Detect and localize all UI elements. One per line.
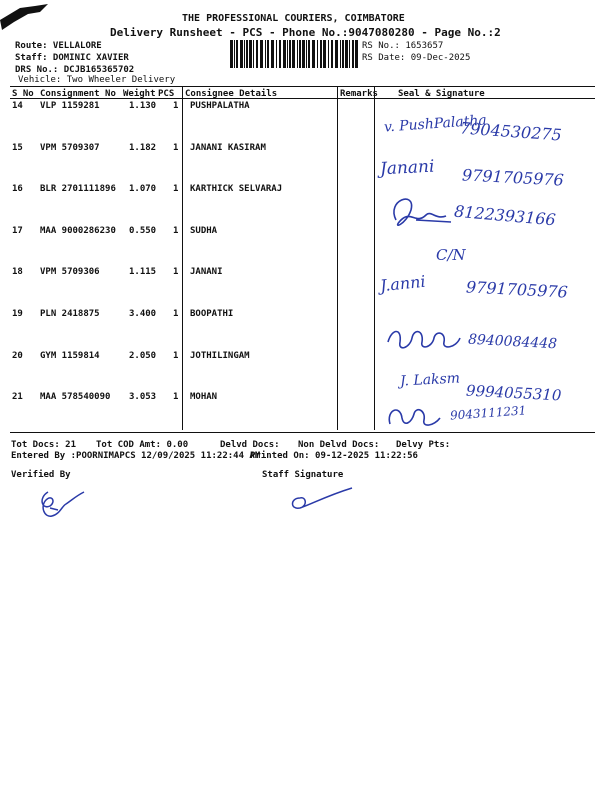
corner-mark	[0, 0, 60, 30]
col-pcs: PCS	[158, 89, 175, 99]
row-consignment-no: VPM 5709307	[40, 143, 100, 153]
row-pcs: 1	[173, 351, 179, 361]
row-consignment-no: VPM 5709306	[40, 267, 100, 277]
col-remarks: Remarks	[340, 89, 378, 99]
row-sno: 15	[12, 143, 23, 153]
row-consignment-no: BLR 2701111896	[40, 184, 116, 194]
handwritten-phone: 9043111231	[449, 403, 527, 423]
barcode	[230, 40, 360, 70]
row-consignee: PUSHPALATHA	[190, 101, 250, 111]
rs-date: RS Date: 09-Dec-2025	[362, 53, 471, 63]
row-consignee: JOTHILINGAM	[190, 351, 250, 361]
row-consignee: KARTHICK SELVARAJ	[190, 184, 283, 194]
row-consignee: MOHAN	[190, 392, 218, 402]
handwritten-phone: 9994055310	[465, 381, 562, 405]
row-pcs: 1	[173, 267, 179, 277]
col-sno: S No	[12, 89, 34, 99]
row-consignee: JANANI	[190, 267, 223, 277]
col-consignment: Consignment No	[40, 89, 116, 99]
handwritten-name: v. PushPalatha	[383, 112, 488, 136]
staff-signature-label: Staff Signature	[262, 470, 344, 480]
verified-by-label: Verified By	[11, 470, 71, 480]
tot-cod: Tot COD Amt: 0.00	[96, 440, 189, 450]
row-pcs: 1	[173, 392, 179, 402]
row-consignment-no: MAA 9000286230	[40, 226, 116, 236]
row-weight: 2.050	[129, 351, 157, 361]
vehicle: Vehicle: Two Wheeler Delivery	[18, 75, 176, 85]
handwritten-note: C/N	[436, 246, 466, 264]
row-weight: 1.115	[129, 267, 157, 277]
company-title: THE PROFESSIONAL COURIERS, COIMBATORE	[182, 13, 405, 24]
handwritten-phone: 9791705976	[461, 165, 565, 190]
non-delvd-docs: Non Delvd Docs:	[298, 440, 380, 450]
row-sno: 16	[12, 184, 23, 194]
staff: Staff: DOMINIC XAVIER	[15, 53, 129, 63]
drs-no: DRS No.: DCJB165365702	[15, 65, 135, 75]
row-pcs: 1	[173, 184, 179, 194]
tot-docs: Tot Docs: 21	[11, 440, 77, 450]
entered-by: Entered By :POORNIMAPCS 12/09/2025 11:22:44 AM	[11, 451, 261, 461]
delvd-docs: Delvd Docs:	[220, 440, 280, 450]
row-weight: 3.400	[129, 309, 157, 319]
handwritten-phone: 9791705976	[465, 277, 569, 302]
row-sno: 18	[12, 267, 23, 277]
row-weight: 1.182	[129, 143, 157, 153]
col-seal-signature: Seal & Signature	[398, 89, 485, 99]
signature-scribble	[384, 398, 444, 434]
row-consignment-no: GYM 1159814	[40, 351, 100, 361]
col-weight: Weight	[123, 89, 156, 99]
row-sno: 21	[12, 392, 23, 402]
printed-on: Printed On: 09-12-2025 11:22:56	[250, 451, 418, 461]
row-weight: 1.070	[129, 184, 157, 194]
handwritten-name: Janani	[379, 156, 435, 180]
signature-scribble	[386, 190, 456, 240]
handwritten-phone: 8940084448	[467, 331, 558, 353]
row-consignee: JANANI KASIRAM	[190, 143, 266, 153]
row-sno: 14	[12, 101, 23, 111]
col-consignee: Consignee Details	[185, 89, 278, 99]
handwritten-phone: 7904530275	[459, 118, 563, 145]
handwritten-phone: 8122393166	[453, 201, 557, 230]
row-pcs: 1	[173, 226, 179, 236]
route: Route: VELLALORE	[15, 41, 102, 51]
row-sno: 20	[12, 351, 23, 361]
verified-signature	[36, 486, 96, 526]
handwritten-name: J. Laksm	[399, 370, 461, 390]
row-pcs: 1	[173, 143, 179, 153]
row-pcs: 1	[173, 101, 179, 111]
row-consignee: BOOPATHI	[190, 309, 234, 319]
staff-signature	[286, 484, 356, 514]
runsheet-subtitle: Delivery Runsheet - PCS - Phone No.:9047080280 - Page No.:2	[110, 26, 501, 39]
row-consignment-no: MAA 578540090	[40, 392, 111, 402]
rs-no: RS No.: 1653657	[362, 41, 444, 51]
delvy-pts: Delvy Pts:	[396, 440, 451, 450]
row-sno: 17	[12, 226, 23, 236]
row-weight: 0.550	[129, 226, 157, 236]
row-weight: 1.130	[129, 101, 157, 111]
row-consignment-no: PLN 2418875	[40, 309, 100, 319]
signature-scribble	[384, 318, 464, 358]
row-weight: 3.053	[129, 392, 157, 402]
row-sno: 19	[12, 309, 23, 319]
row-pcs: 1	[173, 309, 179, 319]
handwritten-name: J.anni	[379, 271, 427, 296]
row-consignment-no: VLP 1159281	[40, 101, 100, 111]
row-consignee: SUDHA	[190, 226, 218, 236]
